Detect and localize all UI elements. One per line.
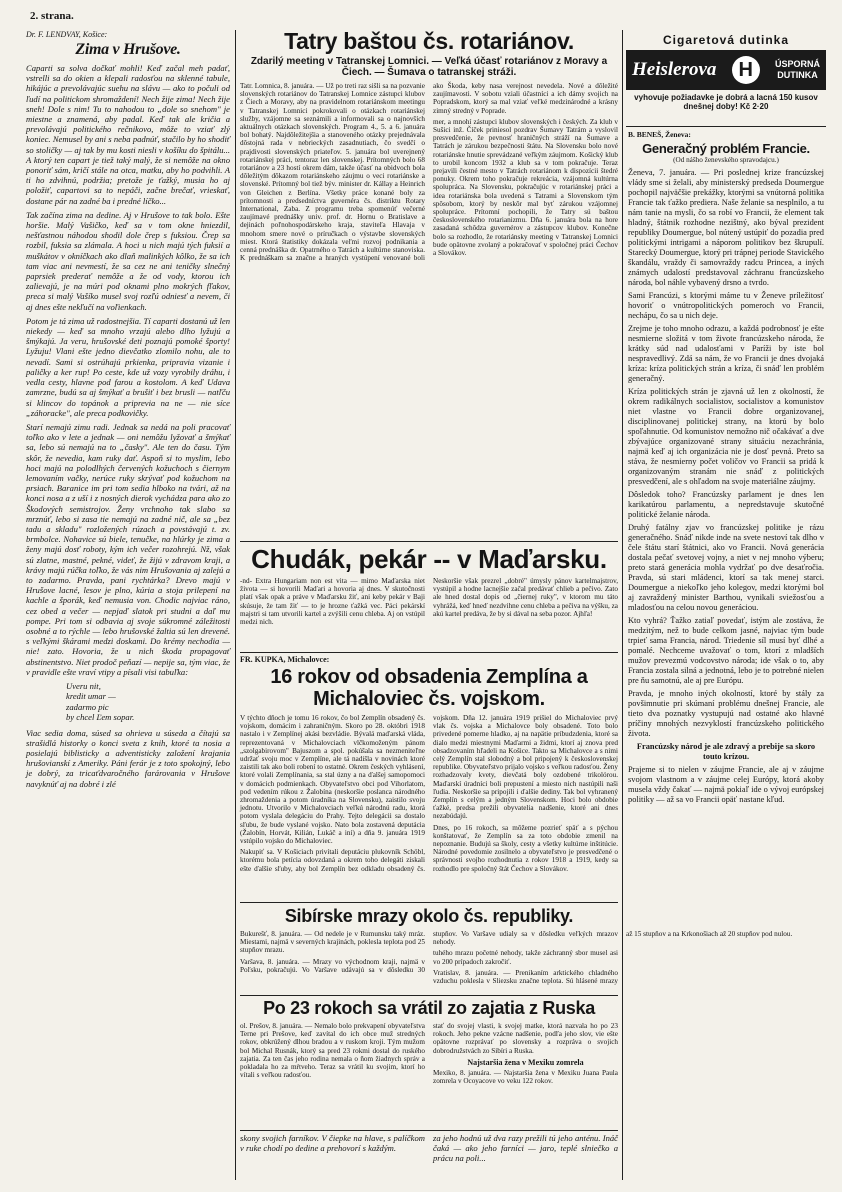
article-paragraph: Mexiko, 8. januára. — Najstaršia žena v Mexiku Juana Paula zomrela v Ocoyacove vo veku 122 rokov. (433, 1068, 618, 1086)
article-paragraph: ol. Prešov, 8. januára. — Nemalo bolo prekvapení obyvateľstva Terne pri Prešove, keď zavítal do ich obce muž stredných rokov, obkrúžený dlhou bradou a v ruskom kroji. Tým mužom bol Michal Rusnák, ktorý sa pred 23 rokmi dostal do ruského zajatia. Za ten čas jeho rodina nemala o ňom žiadnych správ a pokladala ho za mŕtveho. Teraz sa vrátil ku svojim, ktorí ho vítali s veľkou radosťou. (240, 1022, 425, 1080)
article-paragraph: Varšava, 8. januára. — Mrazy vo východnom kraji, najmä v Poľsku, pokračujú. Vo Varšave udávajú sa v dôsledku 30 stupňov. Vo Varšave udialy sa v dôsledku veľkých mrazov nehody. (240, 930, 618, 974)
article-title: Po 23 rokoch sa vrátil zo zajatia z Ruska (263, 998, 595, 1018)
poem-sign (66, 681, 230, 723)
article-paragraph: Starí nemajú zimu radi. Jednak sa nedá na poli pracovať toľko ako v lete a jednak — oni nemôžu lyžovať a šmýkať sa, lebo sú nemajú na to „časky". Ale ten do času. Tým skôr, že nevedia, kam ruky dať. Aspoň si to myslim, lebo hoci majú na polodlhých červených kožuchoch s čiernym lemovaním vačky, nerúce ruky skrývať pod kožuchom na prsiach. Baranice im pri tom sedia hlboko na tvári, až na konci nosa a z uší i z nosných dierok vychádza para ako zo Škodových semistrojov. Ženy vrchnoho tak slabo sa mrznúť, lebo si zasa tie nemajú na zadné nič, ale sa „bez tadu a skladu" rozložených rúzach a povstávajú t. zv. brmbolce. Nohavice sú biele, tenučke, na hlúrky je zima a ženy majú dosť roboty, kým ich večer rozohrejú. Nž, však sú zlatne, mastné, pekné, videť, že žijú v zdravom kraji, a krávy majú rúčka toľko, že vás nim Hrušovania aj zalejú a to zadarmo. Pravda, pani rychtárka? Drevo majú v Hrušove lacné, lesov je plno, kúria a stoja prilepení na kachle a šporák, keď nemusia von. Chodic najviac ráno, cez obed a večer — nepjaď slatok pri studni a daľ mu pompe. Pri tom si odbavia aj svoje súkromné záležitosti osobné a to rýchle — lebo hrušovské žaltia sú len drevené. s veľkými škárami medzi doskami. Do krémy nechodia — nie! zato. Hovoria, že u nich škoda propagovať abstinentstvo. Niet prodoč peňazí — nepije sa, tým viac, že v pravidle ešte vraví vtipy a písali visi tabuľka: (26, 421, 230, 677)
article-paragraph: Potom je tá zima už radostnejšia. Tí caparti dostanú už len niekedy — keď sa mnoho vrzajú alebo dlho lyžujú a šmýkajú. Ja veru, hrušovské deti poznajú pomoké športy! Lyžuju! Vlani ešte jedno dievčatko zlomilo nohu, ale to nevadí. Sami si ostrúhajú prkienka, pripravia vizanie i paličky a ker rup! Po ceste, kde už vozy vyrobily dráhu, i vedla cesty, hlavne pod farou a kostolom. A keď Udava zamrzne, budú sa aj šmýkať a brušiť i bez brusli — natľču si klincov do topánok a priprevia na ne — nie síce „záhoracke", ale preca podkovičky. (26, 315, 230, 418)
continuation-text (240, 1133, 618, 1183)
article-paragraph: Caparti sa solva dočkať mohli! Keď začal meh padať, vstrelli sa do okien a klepali radosťou na sklenné tabule, hikájúc a prevolávajúc suehu na slávu — ako to počuli od ľudí na politickom shromaždení! Nech žije zima! Nech žije sneh! Dole s nim! Tu to nahodou to „dole so snehom" je miestne a znamená, aby padal. Keď tak ale kričia a prevolávajú politického rečnikovo, môže to vziať zlý koniec. Nemusel by ani s neba padnúť, stačilo by ho shodiť so stoličky — aj tak by mu kosti niesli v košíku do špitálu... A ktorý ten capart je tiež taký malý, že si nemôže na okno ponoriť sám, kričí stále na otca, matku, aby ho podvihli. A ti ho zdvihnú, podržia; pretože je ťažký, musia ho aj položiť, capartovi sa to nepáči, začne brečať, vrieskať, dostane pár na zadné ba i predné líčko... (26, 63, 230, 206)
article-paragraph: Sami Francúzi, s ktorými máme tu v Ženeve príležitosť hovoriť o vnútropolitických pomeroch vo Francii, nechápu, čo sa u nich deje. (628, 291, 824, 321)
ruska-article (240, 998, 618, 1128)
article-paragraph: Dnes, po 16 rokoch, sa môžeme pozrieť späť a s pýchou konštatovať, že Zemplín sa za toto obdobie zmenil na nepoznanie. Budujú sa školy, cesty a všetky kultúrne inštitúcie. Národné povedomie zosilnelo a obyvateľstvo je presvedčené o správnosti svojho rozhodnutia z rokov 1918 a 1919, kedy sa rozhodlo pre spoločný štát Čechov a Slovákov. (433, 823, 618, 873)
article-body (240, 577, 618, 647)
article-paragraph: Neskoršie však prezrel „dobré" úmysly pánov kartelmajstrov, vystúpil a hodne lacnejšie začal predávať chlieb a pečivo. Zato ale hned dostal dopis od „čiernej ruky", v ktorom mu táto vyhrážá, keď hneď nezdvihne cenu chleba a pečiva na výšku, za akú kartel predáva, že by si dával na seba pozor. Ajhľa! (433, 577, 618, 618)
article-paragraph: Druhý fatálny zjav vo francúzskej politike je rázu generačného. Snáď nikde inde na svete nestoví tak dlho v čele štátu starí štátnici, ako vo Francii. Nová generácia dostala pečať svetovej vojny, a niet v nej mnoho výberu; preto stará generácia mohla vydržať po dve desaťročia. Pravda, sú stari mládenci, ktorí sa tak menej starci. Doumergue a niekoľko jeho kolegov, medzi ktorými bol aj zavraždený minister Barthou, vynikali sviežosťou a mladosťou na celou novou generáciou. (628, 523, 824, 613)
column-rule-right (622, 30, 623, 1180)
article-paragraph: tuhého mrazu početné nehody, takže záchranný sbor musel asi vo 200 prípadoch zakročiť. (433, 949, 618, 966)
article-title: 16 rokov od obsadenia Zemplína a Michaloviec čs. vojskom. (270, 666, 588, 710)
ad-brand: Heislerova (632, 59, 717, 80)
poem-line: Uveru nit, (66, 680, 101, 691)
zemplin-article (240, 655, 618, 900)
article-body (240, 714, 618, 902)
france-article (628, 130, 824, 1182)
article-byline: B. BENEŠ, Ženeva: (628, 130, 691, 139)
ad-footer: vyhovuje požiadavke je dobrá a lacná 150 kusov dnešnej doby! Kč 2·20 (634, 93, 818, 111)
section-divider (240, 995, 618, 996)
article-subtitle: Zdarilý meeting v Tatranskej Lomnici. — Veľká účasť rotariánov z Moravy a Čiech. — Šumava o tatranskej stráži. (250, 56, 608, 78)
cigarette-tube-advertisement (626, 33, 826, 121)
article-title: Tatry baštou čs. rotariánov. (284, 28, 574, 54)
article-title: Sibírske mrazy okolo čs. republiky. (284, 906, 574, 926)
article-paragraph: Francúzsky národ je ale zdravý a prebije sa skoro touto krízou. (636, 742, 816, 762)
article-paragraph: skony svojich farníkov. V čiepke na hlave, s palíčkom v ruke chodí po dedine a prehovorí s každým. (240, 1133, 425, 1154)
article-paragraph: za jeho hodnú už dva razy prežili tú jeho anténu. Ináč čaká — ako jeho farníci — jaro, teplé slniečko a prácu na poli... (433, 1133, 618, 1164)
article-paragraph: Vratislav, 8. januára. — Prenikaním arktického chladného vzduchu poklesla v Sliezsku značne teplota. Sú hlásené mrazy až 15 stupňov a na Krkonošiach až 20 stupňov pod nulou. (433, 930, 793, 986)
article-byline: Dr. F. LENDVAY, Košice: (26, 30, 108, 39)
poem-line: zadarmo pic (66, 701, 109, 712)
poem-line: by chcel Ľem sopar. (66, 712, 135, 723)
section-divider (240, 1130, 618, 1131)
brand-logo-icon: H (732, 56, 760, 84)
article-paragraph: Nakupiť sa. V Košiciach privítali deputáciu plukovník Schöbl, ktorému bola petícia odovzdaná a okrem toho delegáti získali ešte ďalšie sľuby, aby bol Zemplín bez odkladu obsadený čs. vojskom. Dňa 12. januára 1919 prišiel do Michaloviec prvý vlak čs. vojska a Michalovce boly obsadené. Toto bolo privedené pomerne hladko, aj na napätie príbudzdenia, ktoré sa dialo medzi miestnymi Maďarmi a židmi, ktorí aj znova pred obsadzovaním hľadeli na Košice. Takto sa Michalovce a s nimi celý Zemplín stal slobodný a bol pripojený k československej republike. Obyvateľstvo prijalo vojsko s veľkou radosťou. Ženy rozhadzovaly kvety, dievčatá boly ozdobené trikolórou. Maďarskí úradníci boli prepustení a miesto nich nastúpili naši ľudia. Neskoršie sa pripojili i ďalšie dediny. Tak bol vyhranený Zemplín s celým a jedným Slovenskom. Hoci bolo obdobie ťažké, predsa prežili obyvatelia nadšenie, ktoré ani dnes nezabúdajú. (240, 714, 618, 873)
ad-banner (626, 50, 826, 90)
article-paragraph: stať do svojej vlasti, k svojej matke, ktorá nazvala ho po 23 rokoch. Jeho pekne vzácne nadšenie, podľa jeho slov, vie ešte opätovne rozprávať po slovensky a rozpráva o svojich dobrodružstvách zo Sibíri a Ruska. (433, 1022, 618, 1055)
section-divider (240, 652, 618, 653)
ad-headline: Cigaretová dutinka (662, 33, 790, 47)
poem-line: kredit umar — (66, 691, 116, 702)
chudak-article (240, 544, 618, 650)
article-paragraph: Ženeva, 7. januára. — Pri poslednej krize francúzskej vlády sme si želali, aby ministerský predseda Doumergue pochopil najväčšie prekážky, ktorými sa vnútorná politika Francie tak ťažko prediera. Naše želanie sa nesplnilo, a tu nám tanie na mysli, čo sa robí vo Francii, že element tak hladný, štátnik rozhodne nezištný, ako býval prezident republiky Doumergue, bol nútený ustúpiť do pozadia pred politickými intrigami a náporom politikov bez škrupulí. Starecký Doumergue, ktorý pri trápnej periode Stavického škandálu, vraždy či samovraždy radcu Princea, a iných známych udalostí predstavoval záchranu francúzskeho národa, bol náhle vybavený drsno a tvrdo. (628, 168, 824, 288)
article-body (240, 1022, 618, 1122)
page-number: 2. strana. (30, 10, 74, 22)
subheading: Najstaršia žena v Mexiku zomrela (467, 1057, 584, 1067)
article-paragraph: Zrejme je toho mnoho odrazu, a každá podrobnosť je ešte nesmierne složitá v tom živote francúzskeho národa, že krátky súd nad udalosťami v Paríži by iste bol nespravedlivý. Zdá sa nám, že vo Francii je dnes dvojaká kríza: kríza politických strán a kríza, či snáď len problém generačný. (628, 324, 824, 384)
article-title: Generačný problém Francie. (642, 141, 810, 156)
sibirske-article (240, 905, 793, 993)
article-source: (Od nášho ženevského spravodajcu.) (673, 156, 779, 164)
article-paragraph: Kto vyhrá? Ťažko zatiaľ povedať, istým ale zostáva, že medzitým, než to bude celkom jasné, najviac tým bude trpieť sama Francia, národ. Triedenie síl musí byť dlhé a pomalé. Nechceme uvažovať o tom, ktorí z mladších mužov prevezmú vodcovstvo národa; ide však o to, aby Francia zostala silná a jednotná, lebo je to potrebné nielen pre ňu samotnú, ale aj pre Európu. (628, 616, 824, 686)
article-paragraph: Pravda, je mnoho iných okolností, ktoré by stály za povšimnutie pri skúmaní problému dnešnej Francie, ale tieto dva poznatky vystupujú nad ostatné ako hlavné príčiny mnohých nezvyklostí francúzskeho politického života. (628, 689, 824, 739)
article-paragraph: Prajeme si to nielen v záujme Francie, ale aj v záujme svojom vlastnom a v záujme celej Európy, ktorá akoby musela vždy čakať — najmä pokiaľ ide o vývoj európskej politiky — až sa vo Francii opäť nastane kľud. (628, 765, 824, 805)
article-body (240, 930, 793, 990)
article-paragraph: Tatr. Lomnica, 8. januára. — Už po treti raz sišli sa na pozvanie slovenských rotariánov do Tatranskej Lomnice zástupci klubov z Čiech a Moravy, aby na pravidelnom rotariánskom meetingu v Tatranskej Lomnici pokrokovali o otázkach rotariánskej služby, vzájomne sa seznámili a informovali sa o najnovších aktuálnych otázkach slovenských. Program 4., 5. a 6. januára bol bohatý. Najdôležitejšia a stanoveného otázky prejednávala dôstojná rada v nebrieckých zasadnutiach, čo svedčí o prajdivosti slovenských priateľov. 5. januára bol uverejnený rotariánskej práci, tentoraz len slovenskej. Prítomných bolo 68 rotariánov a 23 hostí okrem dám, takže účasť na obidvoch bola dôležitým dôkazom rotariánskeho záujmu o veci rotariánske a slovenské. Prítomný bol tiež býv. minister dr. Kállay a Heinrich von Gleichen z Berlína. Všetky práce konané boly za prítomnosti a predsedníctva guvernéra čs. distriktu Rotary International, Zaba. Z programu treba spomenúť večerné zaujímavé prednášky univ. prof. dr. Hornu o Bratislave a dejinách poľnohospodárskeho kraja, staviteľa Hlavaja v mnohom smere nové o príručkach o výstavbe slovenských miest. Ktorá štatistiky dokázala veľmi rozvoj podnikania a cenná prednáška dr. Opatrného o Tatrách a kultúrne stanoviska. K prednáškam sa značne a hraných vystúpení venované boli ako Škoda, keby nasa verejnost nevedela. Nové a dôležité zaujímavosti. V sobotu vziali účastníci a ich dámy svojich na Popradskom, ktorý sa mal vziať veľké medzinárodné a krásny zimný stredný v Poprade. (240, 82, 618, 263)
section-divider (240, 541, 618, 542)
article-paragraph: Dôsledok toho? Francúzsky parlament je dnes len karikatúrou parlamentu, a nepredstavuje skutočné politické želanie národa. (628, 490, 824, 520)
column-rule-left (235, 30, 236, 1180)
article-title: Zima v Hrušove. (75, 41, 181, 58)
article-paragraph: Kríza politických strán je zjavná už len z okolností, že okrem radikálnych socialistov, socialistov a komunistov niet vlastne vo Francii dobre organizovanej, disciplinovanej politickej strany, na ktorú by bolo spoľahnutie. Od komunistov nemožno nič očakávať a dve zbývajúce organizované strany situáciu nezachránia, najmä keď aj ich organizácia nie je dosť pevná. Preto sa stáva, že nesmierny počet voličov vo Francii sa pridá k organizovaným stranám nie snáď z politických presvedčení, ale s ohľadom na svoje materiálne záujmy. (628, 387, 824, 487)
tatry-article (240, 28, 618, 540)
article-paragraph: Viac sedia doma, súsed sa ohrieva u súseda a čítajú sa strašidlá historky o konci sveta z knih, ktoré ta nosia a posielajú biblisticky a adventisticky založení krajania hrušovianskí z Ameriky. Páni ferár je z toto spokojný, lebo je dobrý, za tricaťdvaročného farárovania v Hrušove navyknúť aj na dobré i zlé (26, 727, 230, 789)
article-byline: FR. KUPKA, Michalovce: (240, 655, 330, 664)
ad-tagline: ÚSPORNÁ DUTINKA (774, 59, 820, 80)
article-title: Chudák, pekár -- v Maďarsku. (251, 544, 607, 574)
left-column-article (26, 30, 230, 1182)
article-paragraph: V týchto dňoch je tomu 16 rokov, čo bol Zemplín obsadený čs. vojskom, domácim i zahraničným. Skoro po 28. októbri 1918 nastalo i v Zemplínej akási bezvládie. Bývalá maďarská vláda, reprezentovaná v Michalovciach vlčkomoženým pánom „szolgabirovom" Bajuszom a spol. pokúšala sa nezmeniteľne udržať svoju moc v Zemplíne, ale tá nadišla v novinách ktoré zaistili tak ako boli robení to ostatné. Okrem českých vyhlásení, ktoré volali Zemplínania, sa stal úzny a na ďalšej samopomoci v domácich podmienkach. Obyvateľstvo obci pod Vihorlatom, pod vedením rúkou z Žalobína (neskoršie poslanca národného zhromaždenia a potom úradníka na Slovensku), zaistilo svoju jednotu. Utvorilo v Michalovciach veľkú národnú radu, ktorá potom vyslala delegáciu do Prahy. Tejto delegácii sa dostalo sľubu, že bude vyslané vojsko. Nato bola zostavená deputácia (Žalobín, Horvát, Kilián, Lukáč a iní) a dňa 9. januára 1919 vstúpilo vojsko do Michaloviec. (240, 714, 425, 846)
article-paragraph: -nd- Extra Hungariam non est vita — mimo Maďarska niet života — si hovorili Maďari a hovoria aj dnes. V skutočnosti platí však opak a práve v Maďarsku žiť, ani keby pekár v Baji skúsuje, že tam žiť — to je hrozne ťažká vec. Páci pekárskí majstri si tam utvorili kartel a zvýšili cenu chleba. Aj on vstúpil medzi nich. (240, 577, 425, 627)
article-paragraph: Bukurešť, 8. januára. — Od nedele je v Rumunsku taký mráz. Miestami, najmä v severných krajinách, poklesla teplota pod 25 stupňov mrazu. (240, 930, 425, 955)
section-divider (240, 902, 618, 903)
article-paragraph: Tak začína zima na dedine. Aj v Hrušove to tak bolo. Ešte horšie. Malý Vašičko, keď sa v tom okne hniezdil, nešťastnou náhodou shodil dole črep s fuksiou. Črep sa rozbil, fuksia sa zlámala. A hoci u nich majú tých fuksií a muškátov v okníčkach ako dlaň malinkých kôlko, že sa ich tam viac ani nevmestí, že sa cez ne ani teničky slnečný paprsiek prederať nemôže a že od vody, ktorou ich zalievajú, je na múri pod oknami plno mokrých fľakov, preca si malý Vašíko musel svoj rozľú odniesť a nevem, či aj dnes ešte nekľučí na voľienkach. (26, 209, 230, 312)
section-divider (626, 126, 826, 127)
article-paragraph: mer, a mnohí zástupci klubov slovenských i českých. Za klub v Sušici inž. Číček priniesol pozdrav Šumavy Tatrám a vyslovil presvedčenie, že pevnosť hraničných stráží na Šumave a Tatrách je zárukou bezpečnosti štátu. Na Slovensku bolo nové rotariánske hnutie sprevádzané veľkým záujmom. Košický klub to urobil koncom 1932 a klub sa v tom pokračuje. Teraz prejavili čestné mesto v Tatrách rotariánom k dispozícii štedré ponuky. Okrem toho pokračuje rekreácia, vzájomná kultúrna spolupráca. Na Slovensku, pokračujúc v rotariánskej práci a idea rotariánska bola uvedená s Tatrami a Slovenskom tým spôsobom, ktorý by neskôr mal byť zárukou vzájomnej spolupráce. Prítomní pochopili, že Tatry sú baštou československého rotarianizmu. Dňa 6. januára bola na hore zasadaná schôdza guvernérov a zástupcov klubov. Konečne bolo sa rozhodlo, že rotariánsky meeting v Tatranskej Lomnici bude opätovne zvolaný a pokračovať v spoločnej práci Čechov a Slovákov. (433, 117, 618, 258)
article-body (240, 82, 618, 532)
